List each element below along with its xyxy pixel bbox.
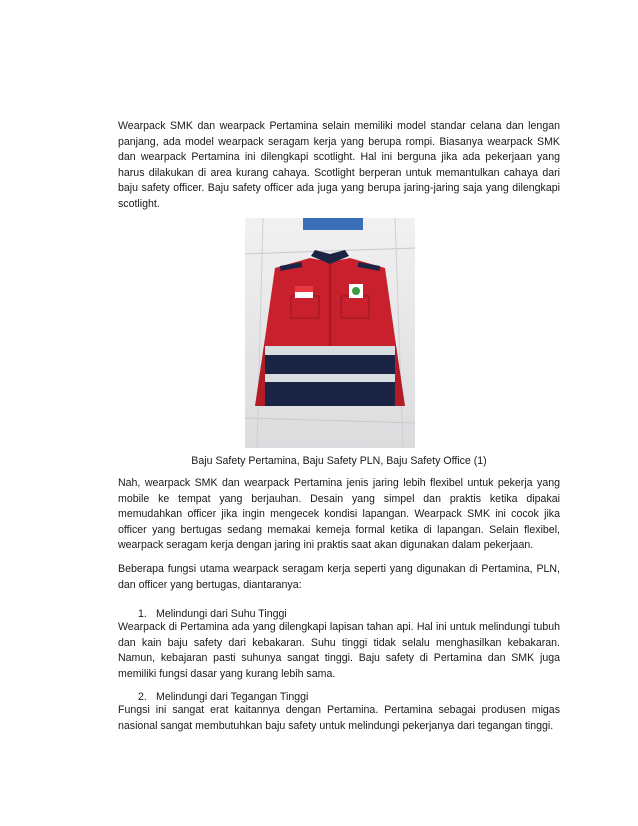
list-number: 2. xyxy=(138,691,147,703)
list-label: Melindungi dari Suhu Tinggi xyxy=(156,608,287,620)
safety-shirt-photo xyxy=(245,218,415,448)
paragraph-jaring-wearpack: Nah, wearpack SMK dan wearpack Pertamina jenis jaring lebih flexibel untuk pekerja yang mobile ke tempat yang berjauhan. Desain yang simpel dan praktis ketika dipakai memudahkan officer jika ingin mengecek kondisi lapangan. Wearpack SMK ini cocok jika officer yang bertugas sedang memakai kemeja formal ketika di lapangan. Selain flexibel, wearpack seragam kerja dengan jaring ini praktis saat akan digunakan dalam pekerjaan. xyxy=(118,477,560,552)
paragraph-voltage-protection: Fungsi ini sangat erat kaitannya dengan Pertamina. Pertamina sebagai produsen migas nasional sangat membutuhkan baju safety untuk melindungi pekerjanya dari tegangan tinggi. xyxy=(118,704,560,732)
list-item xyxy=(138,607,287,621)
paragraph-functions-intro: Beberapa fungsi utama wearpack seragam kerja seperti yang digunakan di Pertamina, PLN, dan officer yang bertugas, diantaranya: xyxy=(118,563,560,591)
list-item xyxy=(138,690,308,704)
photo-caption: Baju Safety Pertamina, Baju Safety PLN, Baju Safety Office (1) xyxy=(191,455,487,467)
safety-shirt-illustration xyxy=(245,218,415,448)
paragraph-heat-protection: Wearpack di Pertamina ada yang dilengkapi lapisan tahan api. Hal ini untuk melindungi tubuh dan kain baju safety dari kebakaran. Suhu tinggi tidak selalu menghasilkan kebakaran. Namun, kebajaran pasti suhunya sangat tinggi. Baju safety di Pertamina dan SMK juga memiliki fungsi dasar yang kurang lebih sama. xyxy=(118,621,560,680)
list-label: Melindungi dari Tegangan Tinggi xyxy=(156,691,309,703)
paragraph-wearpack-intro: Wearpack SMK dan wearpack Pertamina selain memiliki model standar celana dan lengan panjang, ada model wearpack seragam kerja yang berupa rompi. Biasanya wearpack SMK dan wearpack Pertamina ini dilengkapi scotlight. Hal ini berguna jika ada pekerjaan yang harus dilakukan di area kurang cahaya. Scotlight berperan untuk memantulkan cahaya dari baju safety officer. Baju safety officer ada juga yang berupa jaring-jaring saja yang dilengkapi scotlight. xyxy=(118,120,560,210)
list-number: 1. xyxy=(138,608,147,620)
